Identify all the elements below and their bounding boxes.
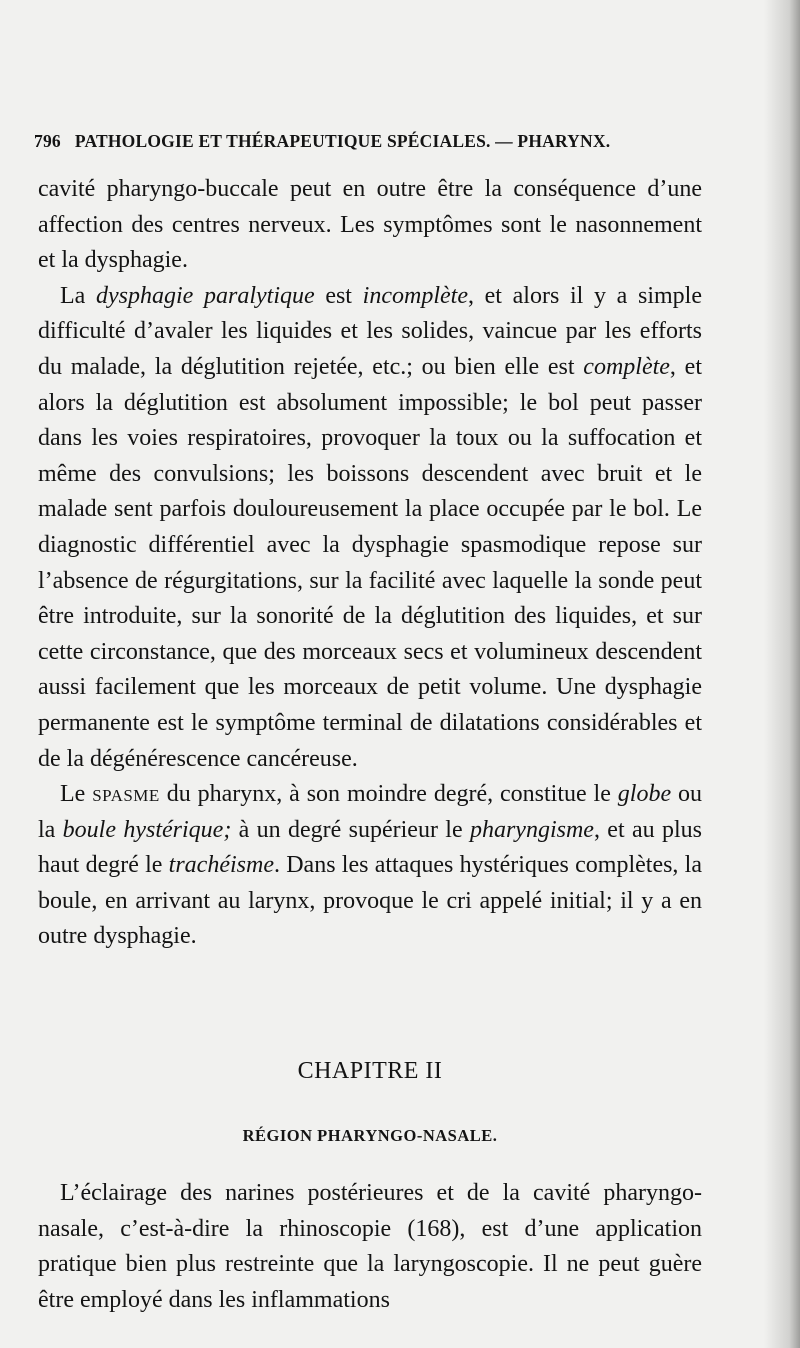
chapter-title: CHAPITRE II — [297, 1058, 443, 1084]
running-title: PATHOLOGIE ET THÉRAPEUTIQUE SPÉCIALES. — PHARYNX. — [74, 131, 611, 151]
italic-term: dysphagie paralytique — [96, 282, 315, 309]
paragraph-spasme — [38, 777, 702, 955]
paragraph-rhinoscopie: L’éclairage des narines postérieures et de la cavité pharyngo-nasale, c’est-à-dire la rhinoscopie (168), est d’une application pratique bien plus restreinte que la laryngoscopie. Il ne peut guère être employé dans les inflammations — [38, 1180, 702, 1313]
small-caps-term: spasme — [92, 781, 160, 808]
italic-term: pharyngisme — [469, 816, 594, 843]
text-run: à un degré supérieur le — [231, 816, 470, 843]
paragraph-continued: cavité pharyngo-buccale peut en outre être la conséquence d’une affection des centres nerveux. Les symptômes sont le nasonnement et la dysphagie. — [38, 176, 702, 274]
text-run: , et au plus haut degré le — [38, 816, 702, 879]
text-run: ou la — [38, 781, 703, 843]
body-text — [38, 172, 702, 955]
section-title: RÉGION PHARYNGO-NASALE. — [242, 1126, 498, 1145]
body-text-chapter — [38, 1176, 702, 1318]
italic-term: trachéisme — [168, 852, 274, 879]
italic-term: boule hystérique; — [62, 816, 232, 843]
page-number: 796 — [34, 131, 61, 151]
italic-term: globe — [617, 781, 672, 808]
text-run: . Dans les attaques hystériques complètes, la boule, en arrivant au larynx, provoque le cri appelé initial; il y a en outre dysphagie. — [38, 852, 702, 950]
text-run: Le — [60, 781, 93, 808]
italic-term: incomplète — [362, 282, 468, 309]
text-run: La — [60, 282, 96, 309]
paragraph-dysphagie — [38, 279, 702, 777]
text-run: est — [314, 282, 363, 309]
running-header — [34, 131, 684, 159]
text-run: du pharynx, à son moindre degré, constitue le — [159, 781, 618, 808]
italic-term: complète — [583, 353, 670, 380]
text-run: , et alors il y a simple difficulté d’avaler les liquides et les solides, vaincue par les efforts du malade, la déglutition rejetée, etc.; ou bien elle est — [38, 282, 702, 380]
text-run: , et alors la déglutition est absolument impossible; le bol peut passer dans les voies respiratoires, provoquer la toux ou la suffocation et même des convulsions; les boissons descendent avec bruit et le malade sent parfois douloureusement la place occupée par le bol. Le diagnostic différentiel avec la dysphagie spasmodique repose sur l’absence de régurgitations, sur la facilité avec laquelle la sonde peut être introduite, sur la sonorité de la déglutition des liquides, et sur cette circonstance, que des morceaux secs et volumineux descendent aussi facilement que les morceaux de petit volume. Une dysphagie permanente est le symptôme terminal de dilatations considérables et de la dégénérescence cancéreuse. — [38, 353, 702, 772]
page-edge-shadow — [764, 0, 800, 1348]
